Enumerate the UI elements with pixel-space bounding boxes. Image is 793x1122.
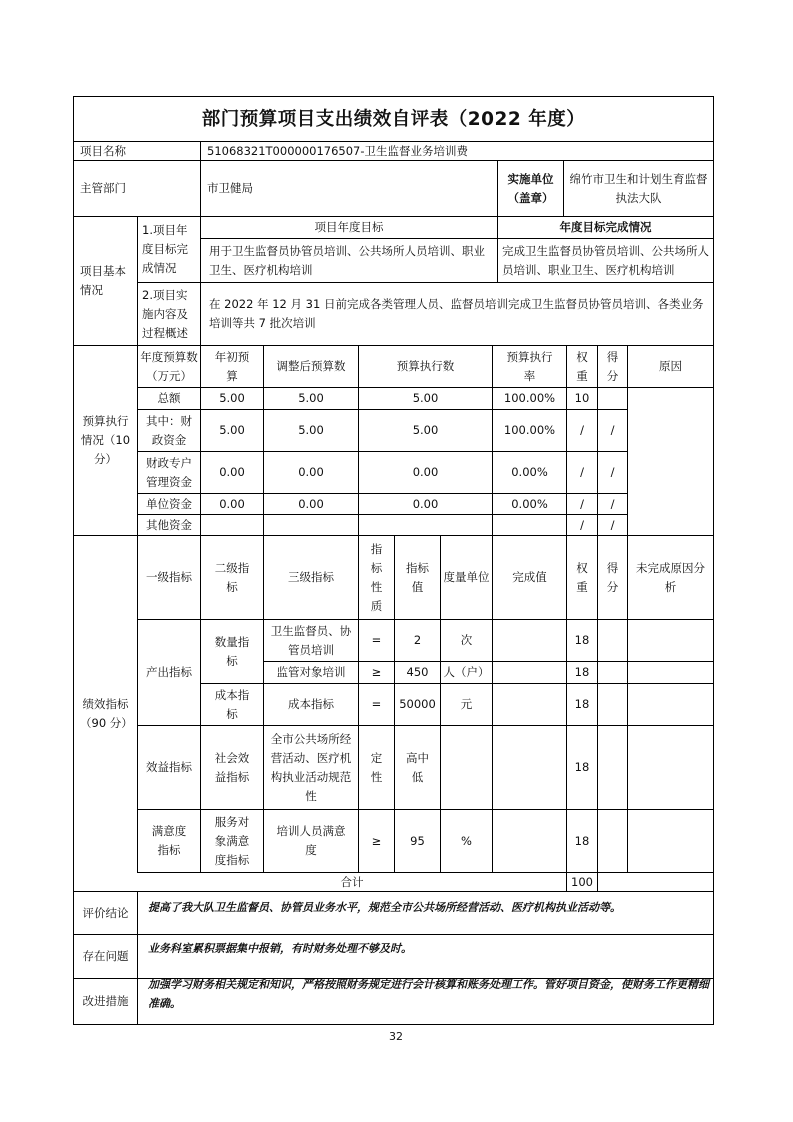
indicator-weight: 18 — [574, 633, 590, 647]
budget-section-label: 预算执行情况（10分） — [80, 414, 131, 466]
issues-text: 业务科室累积票据集中报销，有时财务处理不够及时。 — [148, 941, 412, 955]
perf-header: 二级指标 — [214, 560, 250, 594]
budget-header: 得分 — [606, 349, 619, 383]
indicator-value: 95 — [410, 833, 425, 848]
issues-label: 存在问题 — [82, 949, 129, 963]
budget-row-name: 单位资金 — [146, 496, 192, 511]
perf-header: 指标值 — [406, 560, 429, 594]
budget-rate: 0.00% — [511, 465, 548, 479]
budget-rate: 100.00% — [503, 423, 556, 437]
service-satisfaction-label: 服务对象满意度指标 — [214, 814, 250, 867]
budget-adjusted: 0.00 — [298, 496, 324, 511]
dept-value: 市卫健局 — [207, 181, 253, 195]
total-label: 合计 — [340, 874, 364, 889]
impl-label: 2.项目实施内容及过程概述 — [142, 287, 188, 340]
indicator-nature: = — [371, 633, 382, 647]
budget-adjusted: 5.00 — [298, 391, 324, 405]
improvement-text: 加强学习财务相关规定和知识，严格按照财务规定进行会计核算和账务处理工作。管好项目资金，使财务工作更精细准确。 — [148, 978, 709, 1010]
budget-header: 调整后预算数 — [276, 359, 346, 373]
budget-executed: 0.00 — [412, 496, 439, 511]
budget-initial: 0.00 — [219, 465, 245, 479]
benefit-indicator-label: 效益指标 — [146, 760, 192, 774]
perf-header: 度量单位 — [443, 570, 490, 584]
indicator-nature: = — [371, 697, 382, 711]
goal-label: 1.项目年度目标完成情况 — [142, 223, 188, 275]
indicator-unit — [441, 726, 492, 809]
perf-header: 指标性质 — [370, 541, 383, 613]
social-benefit-label: 社会效益指标 — [214, 750, 250, 784]
budget-weight: / — [580, 423, 584, 437]
indicator-unit: % — [461, 833, 472, 848]
impl-unit-value: 绵竹市卫生和计划生育监督执法大队 — [569, 171, 708, 205]
perf-section-label: 绩效指标（90 分） — [80, 696, 133, 730]
budget-header: 原因 — [659, 359, 682, 373]
improvement-label: 改进措施 — [82, 994, 129, 1008]
impl-unit-label: 实施单位（盖章） — [507, 171, 554, 205]
budget-weight: 10 — [574, 391, 590, 405]
budget-initial: 5.00 — [219, 423, 245, 437]
perf-header: 三级指标 — [288, 570, 334, 584]
cost-indicator-label: 成本指标 — [214, 687, 250, 721]
page-number: 32 — [389, 1029, 403, 1043]
budget-executed: 0.00 — [412, 465, 439, 479]
perf-header: 权重 — [576, 560, 588, 594]
total-weight: 100 — [571, 874, 593, 889]
evaluation-label: 评价结论 — [82, 905, 129, 920]
budget-adjusted: 0.00 — [298, 465, 324, 479]
third-indicator: 成本指标 — [288, 697, 334, 711]
budget-initial: 0.00 — [219, 496, 245, 511]
budget-score — [598, 388, 627, 409]
indicator-value: 50000 — [399, 697, 436, 711]
indicator-value: 2 — [413, 633, 422, 647]
third-indicator: 全市公共场所经营活动、医疗机构执业活动规范性 — [270, 731, 352, 803]
indicator-nature: 定性 — [370, 750, 383, 784]
budget-rate: 100.00% — [503, 391, 556, 405]
goal-text: 用于卫生监督员协管员培训、公共场所人员培训、职业卫生、医疗机构培训 — [209, 243, 485, 277]
done-text: 完成卫生监督员协管员培训、公共场所人员培训、职业卫生、医疗机构培训 — [502, 243, 709, 277]
budget-header: 年初预算 — [214, 349, 250, 383]
done-header: 年度目标完成情况 — [559, 220, 652, 234]
third-indicator: 卫生监督员、协管员培训 — [270, 623, 352, 657]
indicator-unit: 次 — [460, 633, 473, 647]
impl-text: 在 2022 年 12 月 31 日前完成各类管理人员、监督员培训完成卫生监督员协管员培训、各类业务培训等共 7 批次培训 — [209, 297, 704, 330]
perf-header: 得分 — [606, 560, 619, 594]
budget-score: / — [610, 496, 615, 511]
basic-info-label: 项目基本情况 — [80, 264, 126, 297]
budget-header: 预算执行率 — [506, 349, 553, 383]
third-indicator: 培训人员满意度 — [276, 824, 346, 857]
budget-executed: 5.00 — [412, 423, 439, 437]
budget-header: 预算执行数 — [396, 359, 455, 373]
budget-row-name: 其中：财政资金 — [146, 413, 192, 447]
budget-row-name: 财政专户管理资金 — [146, 455, 192, 489]
project-name-label: 项目名称 — [80, 143, 126, 158]
indicator-unit: 元 — [460, 697, 473, 711]
budget-row-name: 其他资金 — [146, 517, 192, 532]
budget-adjusted: 5.00 — [298, 423, 324, 437]
perf-header: 一级指标 — [146, 570, 192, 584]
goal-header: 项目年度目标 — [314, 220, 384, 234]
quantity-indicator-label: 数量指标 — [214, 634, 250, 668]
project-name-value: 51068321T000000176507-卫生监督业务培训费 — [207, 143, 469, 158]
perf-header: 完成值 — [512, 570, 547, 584]
budget-row-name: 总额 — [157, 391, 181, 405]
indicator-nature: ≥ — [371, 833, 382, 848]
indicator-unit: 人（户） — [443, 665, 490, 679]
budget-rate: 0.00% — [511, 496, 548, 511]
satisfaction-indicator-label: 满意度指标 — [151, 824, 187, 857]
indicator-weight: 18 — [574, 833, 590, 848]
budget-weight: / — [580, 517, 584, 532]
budget-header: 年度预算数（万元） — [140, 349, 198, 383]
frame-bottom — [73, 1024, 714, 1025]
indicator-nature: ≥ — [371, 665, 382, 679]
indicator-weight: 18 — [574, 665, 590, 679]
indicator-value: 450 — [406, 665, 429, 679]
budget-weight: / — [580, 496, 584, 511]
page-title: 部门预算项目支出绩效自评表（2022 年度） — [201, 108, 586, 130]
budget-score: / — [610, 517, 615, 532]
evaluation-text: 提高了我大队卫生监督员、协管员业务水平，规范全市公共场所经营活动、医疗机构执业活动等。 — [148, 900, 621, 914]
budget-executed: 5.00 — [412, 391, 439, 405]
perf-header: 未完成原因分析 — [636, 560, 705, 594]
budget-score: / — [610, 423, 615, 437]
h-line — [137, 514, 627, 515]
output-indicator-label: 产出指标 — [146, 665, 192, 679]
budget-score: / — [610, 465, 615, 479]
indicator-value: 高中低 — [406, 750, 429, 784]
frame-right — [713, 96, 714, 1025]
budget-header: 权重 — [576, 349, 588, 383]
indicator-weight: 18 — [574, 697, 590, 711]
indicator-weight: 18 — [574, 760, 590, 774]
budget-weight: / — [580, 465, 584, 479]
dept-label: 主管部门 — [80, 181, 126, 195]
budget-initial: 5.00 — [219, 391, 245, 405]
third-indicator: 监管对象培训 — [276, 665, 346, 679]
